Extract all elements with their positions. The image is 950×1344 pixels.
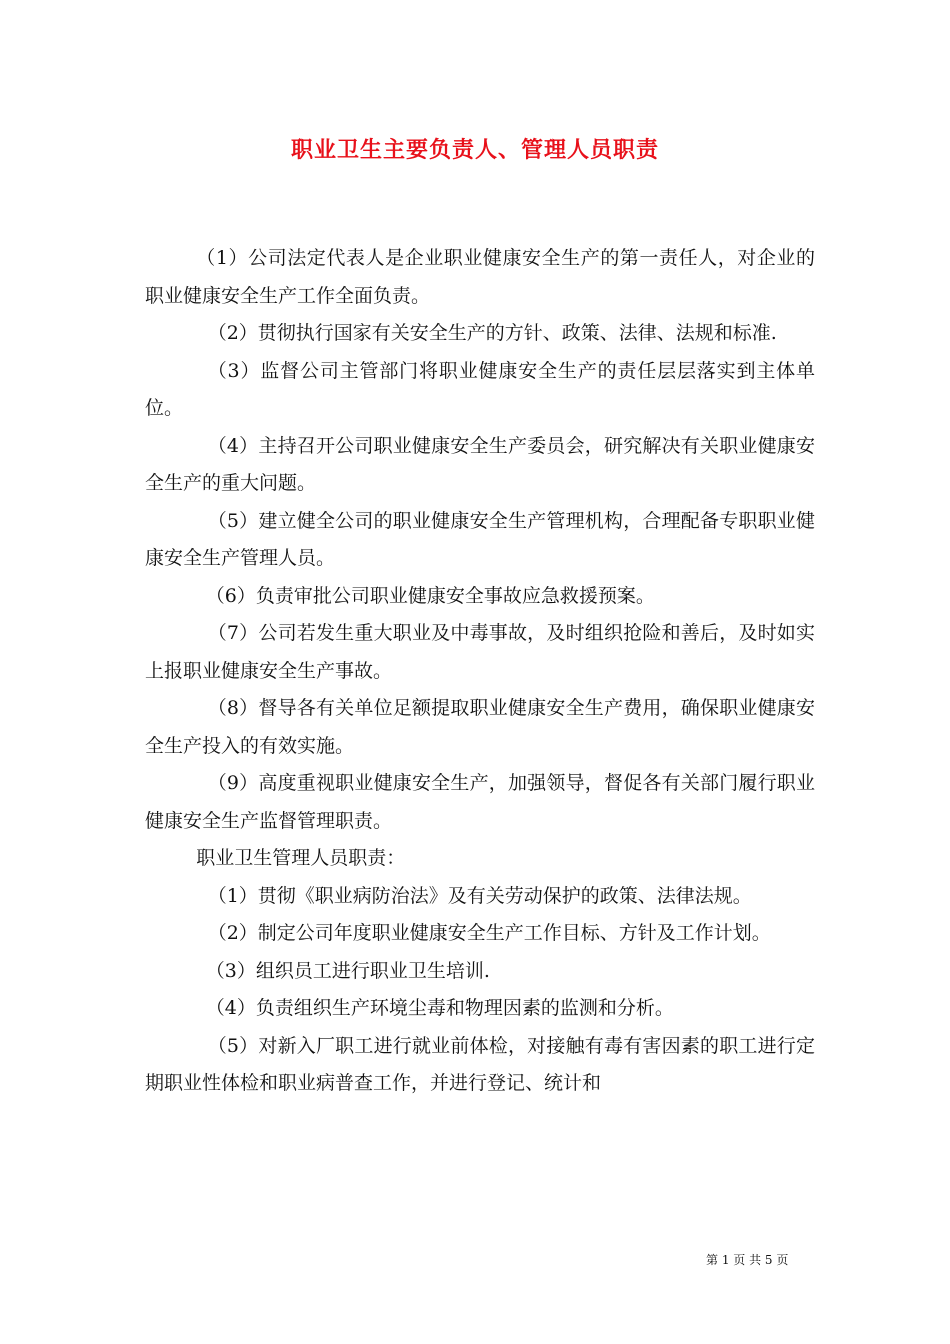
document-body xyxy=(145,240,815,1103)
paragraph-1: （1）公司法定代表人是企业职业健康安全生产的第一责任人，对企业的职业健康安全生产工作全面负责。 xyxy=(145,247,815,307)
paragraph-11: （2）制定公司年度职业健康安全生产工作目标、方针及工作计划。 xyxy=(207,922,771,944)
paragraph-6: （6）负责审批公司职业健康安全事故应急救援预案。 xyxy=(205,584,655,607)
section-heading-managers: 职业卫生管理人员职责： xyxy=(196,847,406,869)
paragraph-8: （8）督导各有关单位足额提取职业健康安全生产费用，确保职业健康安全生产投入的有效实施。 xyxy=(145,697,815,757)
paragraph-4: （4）主持召开公司职业健康安全生产委员会，研究解决有关职业健康安全生产的重大问题。 xyxy=(145,434,815,494)
paragraph-13: （4）负责组织生产环境尘毒和物理因素的监测和分析。 xyxy=(205,997,674,1019)
paragraph-5: （5）建立健全公司的职业健康安全生产管理机构，合理配备专职职业健康安全生产管理人员。 xyxy=(145,509,815,569)
paragraph-3: （3）监督公司主管部门将职业健康安全生产的责任层层落实到主体单位。 xyxy=(145,359,815,419)
paragraph-14: （5）对新入厂职工进行就业前体检，对接触有毒有害因素的职工进行定期职业性体检和职业病普查工作，并进行登记、统计和 xyxy=(145,1034,815,1094)
paragraph-2: （2）贯彻执行国家有关安全生产的方针、政策、法律、法规和标准. xyxy=(207,322,777,344)
page-number: 第 1 页 共 5 页 xyxy=(706,1253,789,1267)
paragraph-9: （9）高度重视职业健康安全生产，加强领导，督促各有关部门履行职业健康安全生产监督管理职责。 xyxy=(145,772,815,832)
paragraph-7: （7）公司若发生重大职业及中毒事故，及时组织抢险和善后，及时如实上报职业健康安全生产事故。 xyxy=(145,622,815,682)
document-title: 职业卫生主要负责人、管理人员职责 xyxy=(290,137,659,163)
paragraph-12: （3）组织员工进行职业卫生培训. xyxy=(205,959,490,982)
paragraph-10: （1）贯彻《职业病防治法》及有关劳动保护的政策、法律法规。 xyxy=(207,884,752,907)
